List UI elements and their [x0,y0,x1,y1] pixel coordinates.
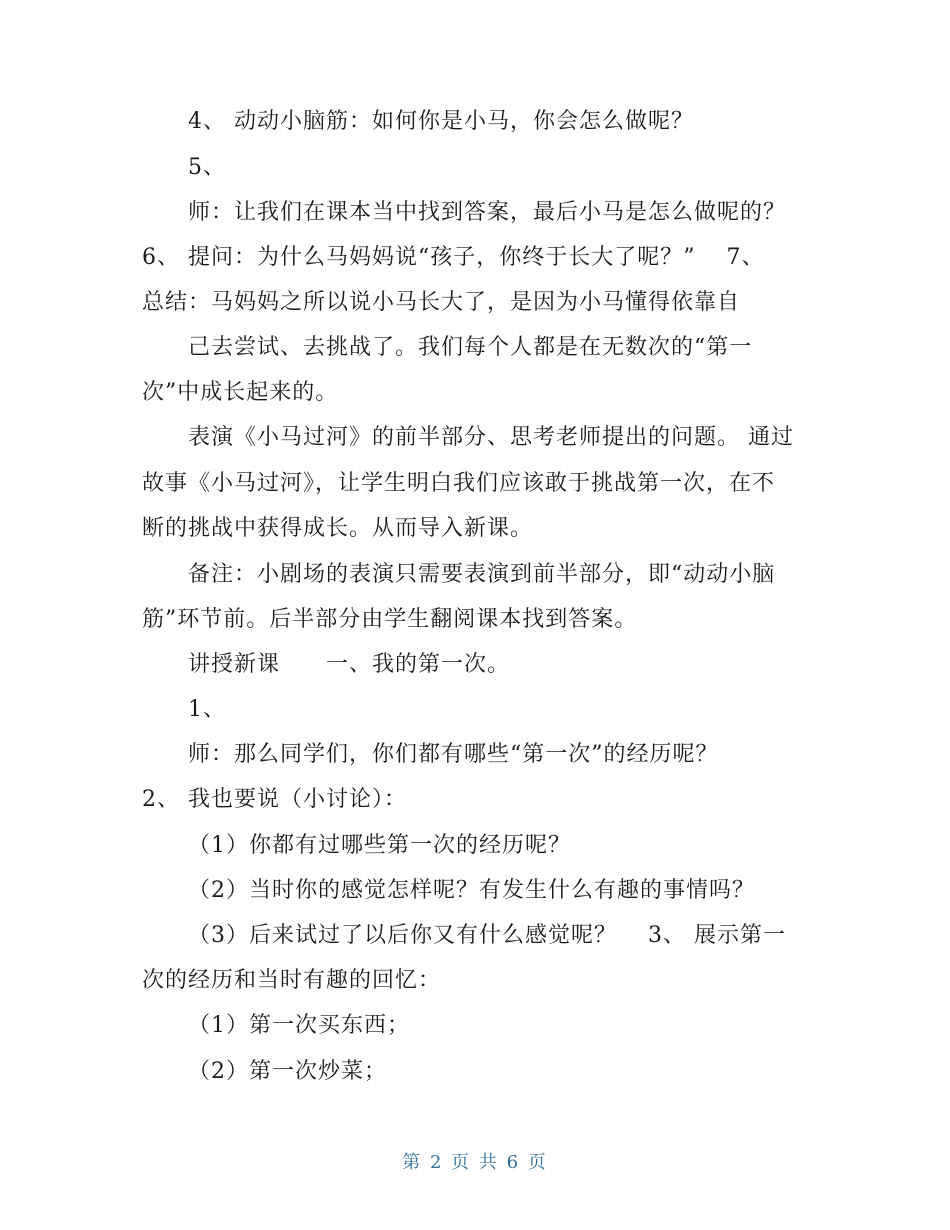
text-line: （1）你都有过哪些第一次的经历呢？ [188,833,571,858]
text-line: 师：让我们在课本当中找到答案，最后小马是怎么做呢的？ [188,200,787,225]
text-line: 4、 动动小脑筋：如何你是小马，你会怎么做呢？ [188,109,694,134]
text-line: 次”中成长起来的。 [142,380,339,405]
text-line: 己去尝试、去挑战了。我们每个人都是在无数次的“第一 [188,335,753,360]
text-line: （3）后来试过了以后你又有什么感觉呢？ 3、 展示第一 [188,923,786,948]
text-line: 2、 我也要说（小讨论）： [142,787,407,812]
text-line: 断的挑战中获得成长。从而导入新课。 [142,516,534,541]
text-line: 1、 [188,697,226,722]
text-line: （2）当时你的感觉怎样呢？有发生什么有趣的事情吗？ [188,878,755,903]
text-line: 筋”环节前。后半部分由学生翻阅课本找到答案。 [142,607,638,632]
text-line: 故事《小马过河》，让学生明白我们应该敢于挑战第一次，在不 [142,471,776,496]
text-line: （1）第一次买东西； [188,1013,410,1038]
text-line: 总结：马妈妈之所以说小马长大了，是因为小马懂得依靠自 [142,290,741,315]
text-line: 次的经历和当时有趣的回忆： [142,968,442,993]
text-line: 6、 提问：为什么马妈妈说“孩子，你终于长大了呢？” 7、 [142,245,765,270]
text-line: （2）第一次炒菜； [188,1059,387,1084]
text-line: 表演《小马过河》的前半部分、思考老师提出的问题。 通过 [188,425,794,450]
text-line: 讲授新课 一、我的第一次。 [188,652,511,677]
text-line: 备注：小剧场的表演只需要表演到前半部分，即“动动小脑 [188,562,776,587]
text-line: 5、 [188,155,226,180]
text-line: 师：那么同学们，你们都有哪些“第一次”的经历呢？ [188,742,719,767]
page-number-footer: 第 2 页 共 6 页 [402,1152,548,1173]
